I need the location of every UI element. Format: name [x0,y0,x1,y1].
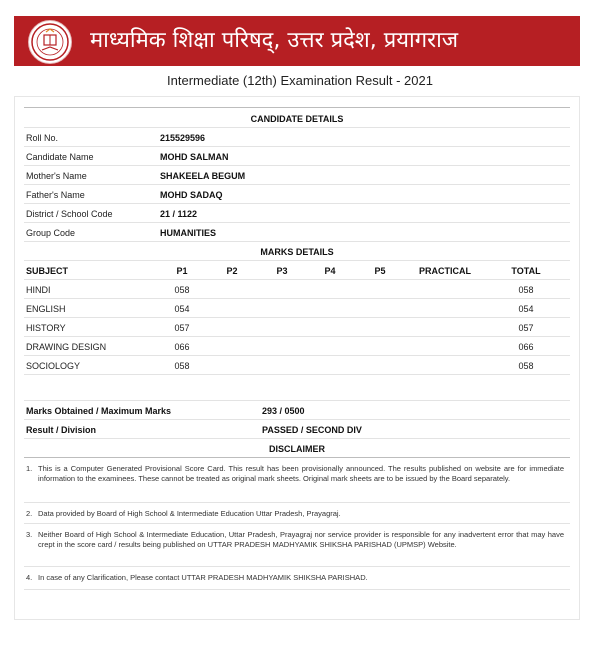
col-practical: PRACTICAL [419,266,471,276]
col-p5: P5 [374,266,386,276]
father-name-value: MOHD SADAQ [160,190,223,200]
marks-details-heading: MARKS DETAILS [260,247,334,257]
roll-no-value: 215529596 [160,133,206,143]
divider [24,438,570,439]
disclaimer-item [26,573,564,583]
divider [24,566,570,567]
father-name-label: Father's Name [26,190,85,200]
mark-total: 057 [518,323,534,333]
disclaimer-item [26,530,564,550]
subject-english: ENGLISH [26,304,66,314]
result-division-value: PASSED / SECOND DIV [262,425,362,435]
disclaimer-text: In case of any Clarification, Please contact UTTAR PRADESH MADHYAMIK SHIKSHA PARISHAD. [38,573,368,582]
district-school-code-label: District / School Code [26,209,113,219]
disclaimer-number: 4. [26,573,33,582]
divider [24,165,570,166]
divider [24,457,570,458]
mark-p1: 057 [174,323,190,333]
group-code-value: HUMANITIES [160,228,216,238]
col-p1: P1 [176,266,188,276]
candidate-name-label: Candidate Name [26,152,94,162]
disclaimer-text: Data provided by Board of High School & Intermediate Education Uttar Pradesh, Prayagraj. [38,509,341,518]
mark-total: 058 [518,361,534,371]
result-division-label: Result / Division [26,425,97,435]
divider [24,336,570,337]
board-title: माध्यमिक शिक्षा परिषद्, उत्तर प्रदेश, प्रयागराज [90,28,459,53]
exam-title: Intermediate (12th) Examination Result - 2021 [167,73,433,88]
disclaimer-heading: DISCLAIMER [269,444,325,454]
disclaimer-number: 2. [26,509,33,518]
divider [24,107,570,108]
mark-p1: 058 [174,361,190,371]
divider [24,400,570,401]
mark-total: 054 [518,304,534,314]
roll-no-label: Roll No. [26,133,59,143]
subject-drawing-design: DRAWING DESIGN [26,342,107,352]
disclaimer-text: Neither Board of High School & Intermediate Education, Uttar Pradesh, Prayagraj nor service provider is responsible for any inadvertent error that may have crept in the score card / results being published on UTTAR PRADESH MADHYAMIK SHIKSHA PARISHAD (UPMSP) Website. [38,530,564,549]
divider [24,317,570,318]
divider [24,127,570,128]
divider [24,146,570,147]
disclaimer-number: 1. [26,464,33,473]
divider [24,260,570,261]
district-school-code-value: 21 / 1122 [160,209,198,219]
divider [24,374,570,375]
up-board-emblem-icon [28,20,72,64]
divider [24,589,570,590]
disclaimer-item [26,509,564,519]
disclaimer-item [26,464,564,484]
mother-name-label: Mother's Name [26,171,87,181]
divider [24,502,570,503]
marks-obtained-label: Marks Obtained / Maximum Marks [26,406,172,416]
divider [24,523,570,524]
board-banner [14,16,580,66]
divider [24,222,570,223]
divider [24,241,570,242]
mark-total: 066 [518,342,534,352]
divider [24,279,570,280]
mark-total: 058 [518,285,534,295]
divider [24,419,570,420]
group-code-label: Group Code [26,228,76,238]
col-p3: P3 [276,266,288,276]
mark-p1: 054 [174,304,190,314]
col-subject: SUBJECT [26,266,69,276]
subject-hindi: HINDI [26,285,51,295]
disclaimer-text: This is a Computer Generated Provisional Score Card. This result has been provisionally announced. The results published on website are for immediate information to the examinees. These cannot be treated as original mark sheets. Original mark sheets are to be issued by the Board separately. [38,464,564,483]
divider [24,355,570,356]
marks-obtained-value: 293 / 0500 [262,406,305,416]
divider [24,184,570,185]
col-total: TOTAL [511,266,541,276]
mother-name-value: SHAKEELA BEGUM [160,171,246,181]
divider [24,298,570,299]
candidate-details-heading: CANDIDATE DETAILS [250,114,344,124]
mark-p1: 058 [174,285,190,295]
candidate-name-value: MOHD SALMAN [160,152,229,162]
divider [24,203,570,204]
mark-p1: 066 [174,342,190,352]
subject-history: HISTORY [26,323,66,333]
col-p2: P2 [226,266,238,276]
subject-sociology: SOCIOLOGY [26,361,81,371]
disclaimer-number: 3. [26,530,33,539]
col-p4: P4 [324,266,336,276]
